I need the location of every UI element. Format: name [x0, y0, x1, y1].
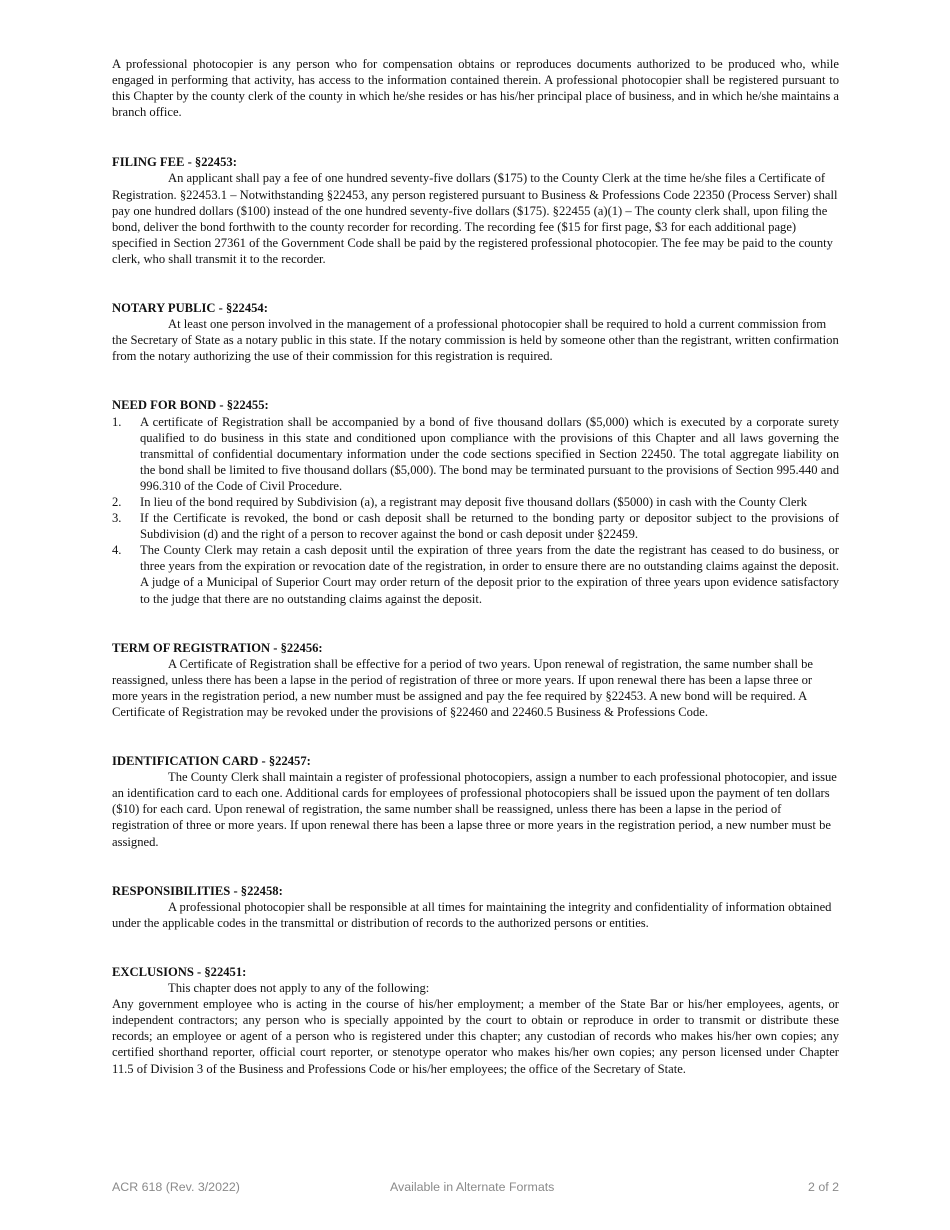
- exclusions-lead: This chapter does not apply to any of the following:: [168, 981, 430, 996]
- list-item-number: 1.: [112, 414, 122, 429]
- list-item-number: 2.: [112, 494, 122, 509]
- identification-card-body: The County Clerk shall maintain a register of professional photocopiers, assign a number to each professional photocopier, and issue an identification card to each one. Additional cards for employees of professional photocopiers shall be issued upon the payment of ten dollars ($10) for each card. Upon renewal of registration, the same number shall be reassigned, unless there has been a lapse in the period of registration of three or more years. If upon renewal there has been a lapse three or more years in the registration period, a new number must be assigned.: [112, 770, 837, 849]
- term-of-registration-heading: TERM OF REGISTRATION - §22456:: [112, 640, 323, 655]
- list-item-text: A certificate of Registration shall be accompanied by a bond of five thousand dollars ($5,000) which is executed by a corporate surety qualified to do business in this state and conditioned upon compliance with the provisions of this Chapter and all laws governing the transmittal of confidential documentary information under the code sections specified in Section 22450. The total aggregate liability on the bond shall be limited to five thousand dollars ($5,000). The bond may be terminated pursuant to the provisions of Section 995.440 and 996.310 of the Code of Civil Procedure.: [140, 414, 839, 493]
- intro-paragraph: A professional photocopier is any person who for compensation obtains or reproduces documents authorized to be produced who, while engaged in performing that activity, has access to the information contained therein. A professional photocopier shall be registered pursuant to this Chapter by the county clerk of the county in which he/she resides or has his/her principal place of business, and in which he/she maintains a branch office.: [112, 57, 839, 120]
- filing-fee-body: An applicant shall pay a fee of one hundred seventy-five dollars ($175) to the County Clerk at the time he/she files a Certificate of Registration. §22453.1 – Notwithstanding §22453, any person registered pursuant to Business & Professions Code 22350 (Process Server) shall pay one hundred dollars ($100) instead of the one hundred seventy-five dollars ($175). §22455 (a)(1) – The county clerk shall, upon filing the bond, deliver the bond forthwith to the county recorder for recording. The recording fee ($15 for first page, $3 for each additional page) specified in Section 27361 of the Government Code shall be paid by the registered professional photocopier. The fee may be paid to the county clerk, who shall transmit it to the recorder.: [112, 171, 838, 266]
- need-for-bond-section: [112, 397, 839, 606]
- exclusions-section: [112, 964, 839, 1077]
- list-item-number: 4.: [112, 543, 122, 558]
- list-item: [112, 494, 839, 510]
- page-footer: [112, 1180, 839, 1198]
- identification-card-heading: IDENTIFICATION CARD - §22457:: [112, 754, 311, 769]
- document-page: [112, 56, 839, 1110]
- term-of-registration-section: [112, 640, 839, 720]
- responsibilities-heading: RESPONSIBILITIES - §22458:: [112, 883, 283, 898]
- exclusions-heading: EXCLUSIONS - §22451:: [112, 964, 247, 979]
- alternate-formats-note: Available in Alternate Formats: [390, 1180, 555, 1194]
- list-item: [112, 510, 839, 542]
- list-item-text: If the Certificate is revoked, the bond or cash deposit shall be returned to the bonding party or depositor subject to the provisions of Subdivision (d) and the right of a person to recover against the bond or cash deposit under §22459.: [140, 511, 839, 542]
- list-item: [112, 542, 839, 606]
- responsibilities-body: A professional photocopier shall be responsible at all times for maintaining the integrity and confidentiality of information obtained under the applicable codes in the transmittal or distribution of records to the authorized persons or entities.: [112, 899, 832, 930]
- term-of-registration-body: A Certificate of Registration shall be effective for a period of two years. Upon renewal of registration, the same number shall be reassigned, unless there has been a lapse in the period of registration of three or more years. If upon renewal there has been a lapse three or more years in the registration period, a new number must be assigned and pay the fee required by §22453. A new bond will be required. A Certificate of Registration may be revoked under the provisions of §22460 and 22460.5 Business & Professions Code.: [112, 656, 813, 719]
- responsibilities-section: [112, 883, 839, 931]
- bond-list: [112, 414, 839, 607]
- filing-fee-section: [112, 154, 839, 267]
- form-number: ACR 618 (Rev. 3/2022): [112, 1180, 240, 1194]
- notary-public-heading: NOTARY PUBLIC - §22454:: [112, 301, 268, 316]
- list-item-text: The County Clerk may retain a cash deposit until the expiration of three years from the date the registrant has ceased to do business, or three years from the expiration or revocation date of the registration, in order to ensure there are no outstanding claims against the deposit. A judge of a Municipal of Superior Court may order return of the deposit prior to the expiration of three years upon evidence satisfactory to the judge that there are no outstanding claims against the deposit.: [140, 543, 839, 606]
- page-number: 2 of 2: [807, 1180, 839, 1194]
- filing-fee-heading: FILING FEE - §22453:: [112, 155, 237, 170]
- list-item-number: 3.: [112, 511, 122, 526]
- identification-card-section: [112, 753, 839, 850]
- exclusions-body: Any government employee who is acting in the course of his/her employment; a member of the State Bar or his/her employees, agents, or independent contractors; any person who is specially appointed by the court to obtain or reproduce in order to transmit or distribute these records; an employee or agent of a person who is registered under this chapter; any custodian of records who makes his/her own copies; any certified shorthand reporter, official court reporter, or stenotype operator who makes his/her own copies; any person licensed under Chapter 11.5 of Division 3 of the Business and Professions Code or his/her employees; the office of the Secretary of State.: [112, 997, 839, 1076]
- list-item: [112, 414, 839, 494]
- notary-public-section: [112, 300, 839, 364]
- need-for-bond-heading: NEED FOR BOND - §22455:: [112, 398, 269, 413]
- list-item-text: In lieu of the bond required by Subdivision (a), a registrant may deposit five thousand dollars ($5000) in cash with the County Clerk: [140, 494, 807, 509]
- notary-public-body: At least one person involved in the management of a professional photocopier shall be required to hold a current commission from the Secretary of State as a notary public in this state. If the notary commission is held by someone other than the registrant, written confirmation from the notary authorizing the use of their commission for this registration is required.: [112, 317, 839, 364]
